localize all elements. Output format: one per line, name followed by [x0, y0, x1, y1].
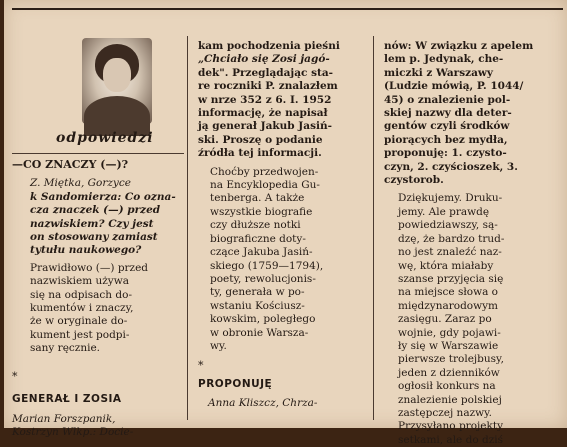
letter-line: czystorob.	[384, 174, 444, 187]
answer-line: szanse przyjęcia się	[398, 272, 504, 285]
letter-continuation	[384, 40, 554, 187]
answer-line: pierwsze trolejbusy,	[398, 353, 504, 366]
letter-line: k Sandomierza: Co ozna-	[30, 190, 176, 203]
letter-line: w nrze 352 z 6. I. 1952	[198, 93, 332, 106]
letter-line: kam pochodzenia pieśni	[198, 40, 340, 52]
answer-line: w obronie Warsza-	[210, 326, 309, 339]
answer-line: że w oryginale do-	[30, 315, 128, 328]
answer-line: Prawidłowo (—) przed	[30, 261, 149, 274]
column-divider-1	[187, 36, 188, 420]
letter-line: źródła tej informacji.	[198, 147, 322, 160]
answer-line: biograficzne doty-	[210, 232, 306, 245]
letter-line: tytułu naukowego?	[30, 244, 142, 257]
answer-line: na Encyklopedia Gu-	[210, 179, 320, 192]
portrait-photo	[82, 38, 152, 124]
answer-line: kument jest podpi-	[30, 328, 130, 341]
heading-rule	[12, 153, 184, 154]
letter-line: lem p. Jedynak, che-	[384, 53, 504, 66]
answer-line: na miejsce słowa o	[398, 286, 498, 299]
answer-line: ły się w Warszawie	[398, 339, 499, 352]
answer-line: zastępczej nazwy.	[398, 406, 492, 419]
letter-continuation	[198, 40, 368, 161]
letter-line: nów: W związku z apelem	[384, 40, 534, 52]
answer-line: ogłosił konkurs na	[398, 380, 496, 393]
answer-line: Choćby przedwojen-	[210, 165, 319, 178]
letter-line: Marian Forszpanik,	[12, 412, 116, 425]
answer-line: czące Jakuba Jasiń-	[210, 246, 313, 259]
answer-line: ty, generała w po-	[210, 286, 305, 299]
letter-line: ski. Proszę o podanie	[198, 133, 323, 146]
editor-answer	[12, 262, 184, 356]
top-rule	[12, 8, 563, 10]
section-heading: odpowiedzi	[56, 130, 154, 146]
letter-line: informację, że napisał	[198, 107, 328, 120]
answer-line: wę, która miałaby	[398, 259, 494, 272]
answer-line: Dziękujemy. Druku-	[398, 192, 503, 205]
answer-line: nazwiskiem używa	[30, 275, 129, 288]
letter-line: miczki z Warszawy	[384, 66, 494, 79]
answer-line: wy.	[210, 339, 227, 352]
answer-line: jemy. Ale prawdę	[398, 205, 490, 218]
letter-line: skiej nazwy dla deter-	[384, 107, 512, 120]
letter-line: re roczniki P. znalazłem	[198, 80, 338, 93]
answer-line: kumentów i znaczy,	[30, 302, 134, 315]
reader-letter-3: Anna Kliszcz, Chrza-	[208, 397, 318, 410]
answer-line: czy dłuższe notki	[210, 219, 301, 232]
editor-answer	[384, 192, 554, 447]
reader-letter-2	[12, 413, 184, 440]
column-2	[198, 40, 368, 411]
answer-line: wojnie, gdy pojawi-	[398, 326, 501, 339]
letter-line: czyn, 2. czyścioszek, 3.	[384, 160, 518, 173]
separator-star: *	[198, 359, 204, 373]
column-1	[12, 158, 184, 439]
editor-answer	[198, 166, 368, 354]
answer-line: wszystkie biografie	[210, 205, 313, 218]
reader-letter	[12, 177, 184, 257]
newspaper-page	[4, 0, 567, 446]
answer-line: setkami, ale do dziś	[398, 433, 503, 446]
answer-line: kowskim, poległego	[210, 313, 316, 326]
answer-line: poety, rewolucjonis-	[210, 272, 316, 285]
answer-line: jeden z dzienników	[398, 366, 500, 379]
section-title: PROPONUJĘ	[198, 377, 273, 390]
answer-line: Przysyłano projekty	[398, 420, 503, 433]
answer-line: zasięgu. Zaraz po	[398, 313, 492, 326]
letter-line: Z. Miętka, Gorzyce	[30, 177, 131, 190]
answer-line: wstaniu Kościusz-	[210, 299, 305, 312]
answer-line: się na odpisach do-	[30, 288, 133, 301]
letter-line: (Ludzie mówią, P. 1044/	[384, 80, 524, 93]
answer-line: sany ręcznie.	[30, 342, 100, 355]
letter-line: on stosowany zamiast	[30, 231, 158, 244]
separator-star: *	[12, 369, 18, 383]
letter-line: proponuję: 1. czysto-	[384, 147, 507, 160]
answer-line: tenberga. A także	[210, 192, 305, 205]
letter-line: cza znaczek (—) przed	[30, 204, 161, 217]
answer-line: powiedziawszy, są-	[398, 219, 498, 232]
letter-line: nazwiskiem? Czy jest	[30, 217, 154, 230]
answer-line: dzę, że bardzo trud-	[398, 232, 505, 245]
answer-line: znalezienie polskiej	[398, 393, 502, 406]
answer-line: międzynarodowym	[398, 299, 498, 312]
letter-line: Kostrzyn Wlkp.: Docie-	[12, 425, 134, 438]
column-divider-2	[373, 36, 374, 420]
answer-line: skiego (1759—1794),	[210, 259, 324, 272]
answer-line: no jest znaleźć naz-	[398, 246, 502, 259]
letter-line: 45) o znalezienie pol-	[384, 93, 511, 106]
letter-line: piorących bez mydła,	[384, 133, 508, 146]
column-3	[384, 40, 554, 447]
letter-line: dek". Przeglądając sta-	[198, 66, 334, 79]
section-title: GENERAŁ I ZOSIA	[12, 393, 122, 406]
question-heading: —CO ZNACZY (—)?	[12, 158, 129, 171]
letter-line: gentów czyli środków	[384, 120, 510, 133]
letter-line: ją generał Jakub Jasiń-	[198, 120, 332, 133]
letter-line: „Chciało się Zosi jagó-	[198, 53, 330, 66]
